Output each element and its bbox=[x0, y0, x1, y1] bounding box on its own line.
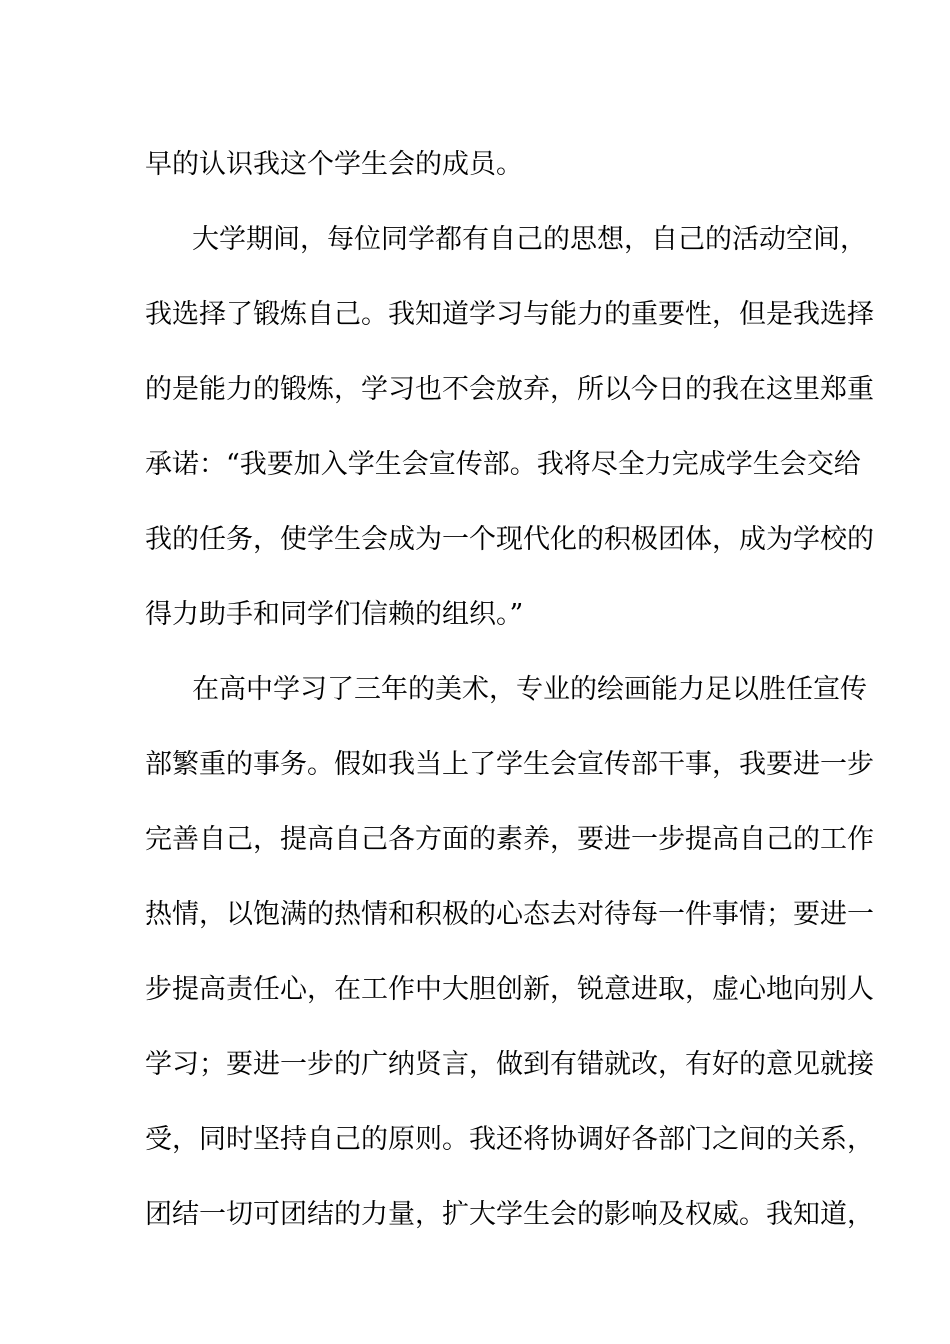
text-line: 团结一切可团结的力量，扩大学生会的影响及权威。我知道， bbox=[145, 1199, 874, 1230]
text-line: 的是能力的锻炼，学习也不会放弃，所以今日的我在这里郑重 bbox=[145, 374, 874, 405]
text-line: 承诺：“我要加入学生会宣传部。我将尽全力完成学生会交给 bbox=[145, 449, 861, 480]
text-line: 完善自己，提高自己各方面的素养，要进一步提高自己的工作 bbox=[145, 824, 874, 855]
text-line: 我的任务，使学生会成为一个现代化的积极团体，成为学校的 bbox=[145, 524, 874, 555]
text-line: 早的认识我这个学生会的成员。 bbox=[145, 149, 523, 180]
text-line: 我选择了锻炼自己。我知道学习与能力的重要性，但是我选择 bbox=[145, 299, 874, 330]
text-line: 步提高责任心，在工作中大胆创新，锐意进取，虚心地向别人 bbox=[145, 974, 874, 1005]
text-line: 受，同时坚持自己的原则。我还将协调好各部门之间的关系， bbox=[145, 1124, 874, 1155]
text-line: 部繁重的事务。假如我当上了学生会宣传部干事，我要进一步 bbox=[145, 749, 874, 780]
paragraph-start-line: 大学期间，每位同学都有自己的思想，自己的活动空间， bbox=[192, 224, 867, 255]
text-line: 热情，以饱满的热情和积极的心态去对待每一件事情；要进一 bbox=[145, 899, 874, 930]
document-body bbox=[145, 127, 874, 1252]
paragraph-start-line: 在高中学习了三年的美术，专业的绘画能力足以胜任宣传 bbox=[192, 674, 867, 705]
text-line: 得力助手和同学们信赖的组织。” bbox=[145, 599, 524, 630]
text-line: 学习；要进一步的广纳贤言，做到有错就改，有好的意见就接 bbox=[145, 1049, 874, 1080]
